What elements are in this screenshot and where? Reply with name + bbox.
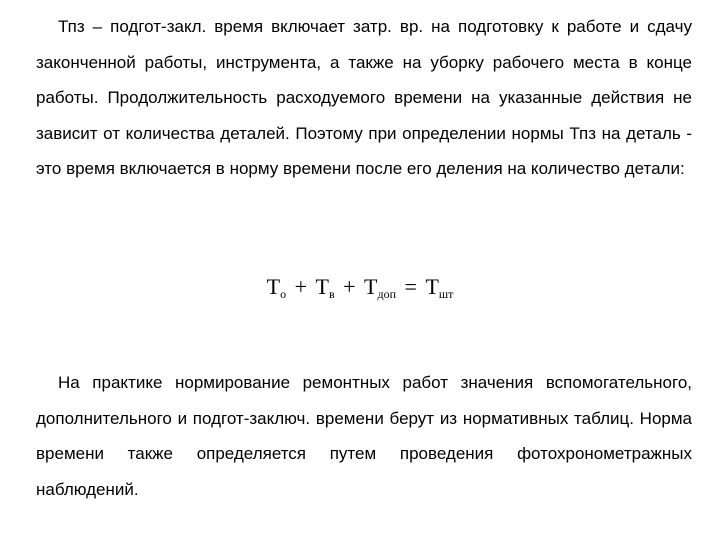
formula-term-tv: $Т_в$	[315, 274, 335, 301]
paragraph-tpz-definition: Тпз – подгот-закл. время включает затр. вр. на подготовку к работе и сдачу законченной работы, инструмента, а также на уборку рабочего места в конце работы. Продолжительность расходуемого времени на указанные действия не зависит от количества деталей. Поэтому при определении нормы Тпз на деталь - это время включается в норму времени после его деления на количество детали:	[36, 17, 692, 178]
formula-term-tdop: $Т_{доп}$	[364, 274, 397, 301]
formula-piece-time	[0, 272, 720, 302]
formula-result-tsht: $Т_{шт}$	[425, 274, 454, 301]
formula-equals: =	[404, 274, 417, 299]
formula-term-to: $Т_о$	[266, 274, 287, 301]
formula-plus-2: +	[343, 274, 356, 299]
paragraph-normative-tables: На практике нормирование ремонтных работ значения вспомогательного, дополнительного и подгот-заключ. времени берут из нормативных таблиц. Норма времени также определяется путем проведения фотохронометражных наблюдений.	[36, 373, 692, 499]
formula-plus-1: +	[294, 274, 307, 299]
